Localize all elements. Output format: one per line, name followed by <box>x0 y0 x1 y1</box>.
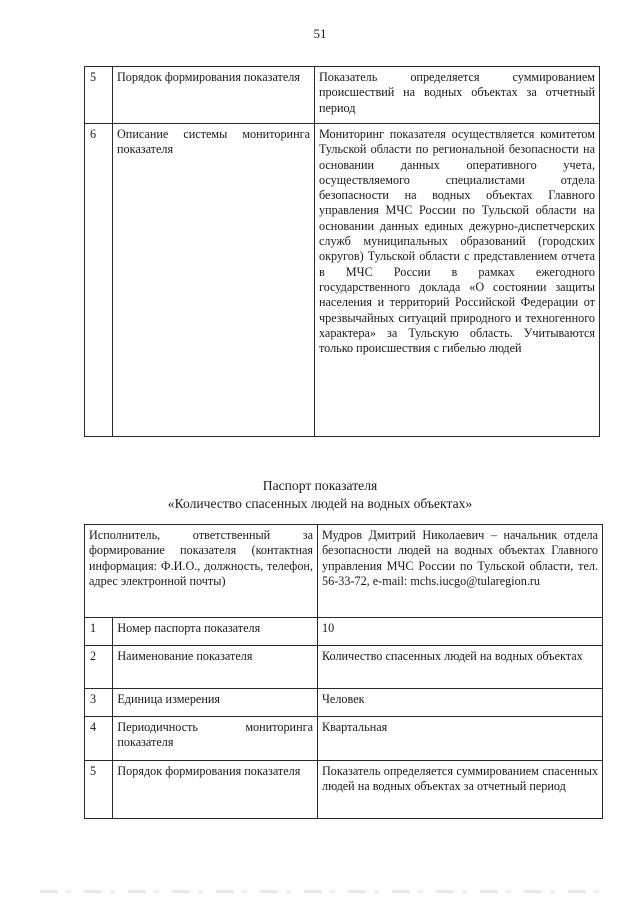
row-name: Наименование показателя <box>113 646 318 689</box>
passport-title: Паспорт показателя <box>262 478 378 493</box>
indicator-table-continued <box>84 66 600 437</box>
row-name: Единица измерения <box>113 689 318 717</box>
table-row <box>85 67 600 124</box>
row-number: 6 <box>85 124 113 437</box>
row-value: Мониторинг показателя осуществляется комитетом Тульской области по региональной безопасности на основании данных оперативного учета, осуществляемого специалистами отдела безопасности на водных объектах Главного управления МЧС России по Тульской области на основании данных единых дежурно-диспетчерских служб муниципальных образований (городских округов) Тульской области с представлением отчета в МЧС России в рамках ежегодного государственного доклада «О состоянии защиты населения и территорий Российской Федерации от чрезвычайных ситуаций природного и техногенного характера» за Тульскую область. Учитываются только происшествия с гибелью людей <box>315 124 600 437</box>
row-number: 4 <box>85 717 113 761</box>
row-value: Показатель определяется суммированием спасенных людей на водных объектах за отчетный период <box>318 761 603 819</box>
row-name: Порядок формирования показателя <box>113 761 318 819</box>
table-row <box>85 717 603 761</box>
row-number: 3 <box>85 689 113 717</box>
passport-table <box>84 524 603 819</box>
executor-value: Мудров Дмитрий Николаевич – начальник отдела безопасности людей на водных объектах Главного управления МЧС России по Тульской области, тел. 56-33-72, e-mail: mchs.iucgo@tularegion.ru <box>318 525 603 618</box>
row-value: Количество спасенных людей на водных объектах <box>318 646 603 689</box>
passport-subtitle: «Количество спасенных людей на водных объектах» <box>167 496 473 511</box>
table-row <box>85 646 603 689</box>
row-value: Человек <box>318 689 603 717</box>
table-row <box>85 689 603 717</box>
row-number: 5 <box>85 761 113 819</box>
scan-artifact <box>40 890 600 893</box>
table-row <box>85 761 603 819</box>
row-name: Порядок формирования показателя <box>113 67 315 124</box>
row-number: 2 <box>85 646 113 689</box>
row-value: Квартальная <box>318 717 603 761</box>
executor-row <box>85 525 603 618</box>
table-row <box>85 124 600 437</box>
table-row <box>85 618 603 646</box>
page-number: 51 <box>313 26 327 41</box>
row-number: 1 <box>85 618 113 646</box>
executor-label: Исполнитель, ответственный за формирование показателя (контактная информация: Ф.И.О., должность, телефон, адрес электронной почты) <box>85 525 318 618</box>
row-number: 5 <box>85 67 113 124</box>
row-value: Показатель определяется суммированием происшествий на водных объектах за отчетный период <box>315 67 600 124</box>
row-value: 10 <box>318 618 603 646</box>
row-name: Номер паспорта показателя <box>113 618 318 646</box>
row-name: Описание системы мониторинга показателя <box>113 124 315 437</box>
row-name: Периодичность мониторинга показателя <box>113 717 318 761</box>
